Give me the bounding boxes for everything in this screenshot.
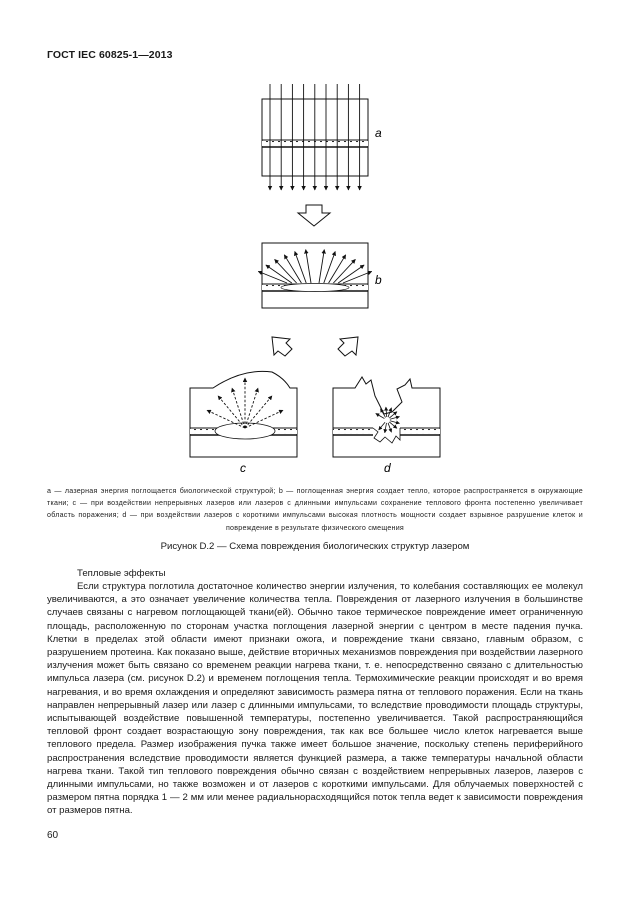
page-number: 60 xyxy=(47,830,59,841)
burst-arrow xyxy=(390,417,400,420)
burst-arrow xyxy=(386,407,387,417)
burst-arrow xyxy=(385,423,387,433)
label-b: b xyxy=(375,273,382,287)
figure-legend xyxy=(47,485,583,534)
transition-arrow-down xyxy=(298,205,330,226)
document-header: ГОСТ IEC 60825-1—2013 xyxy=(47,49,173,61)
heat-arrow xyxy=(295,251,306,283)
thermal-arrow xyxy=(245,396,272,428)
burst-arrow xyxy=(379,422,385,430)
tissue-layer-b xyxy=(262,284,368,292)
explosive-disruption-arrows xyxy=(376,407,400,433)
burst-arrow xyxy=(388,423,391,432)
burst-arrow xyxy=(381,409,386,418)
panel-c xyxy=(190,371,297,457)
tissue-layer-d xyxy=(333,428,440,443)
burst-arrow xyxy=(376,414,385,419)
label-a: a xyxy=(375,126,382,140)
thermal-arrow xyxy=(232,388,245,428)
tissue-layer-c xyxy=(190,423,297,439)
heat-spread-arrows xyxy=(258,250,372,283)
label-d: d xyxy=(384,461,391,475)
burst-arrow xyxy=(390,421,400,424)
legend-text: a — лазерная энергия поглощается биологической структурой; b — поглощенная энергия создает тепло, которое распространяется в окружающие ткани; c — при воздействии непрерывных лазеров или лазеров с длинными импульсами сохранение теплового фронта постепенно увеличивает область поражения; d — при воздействии лазеров с короткими импульсами высокая плотность мощности создает взрывное разрушение клеток и повреждение в результате физического смещения xyxy=(47,487,583,532)
incident-laser-arrows xyxy=(270,84,360,190)
thermal-front-arrows xyxy=(207,378,283,428)
label-c: c xyxy=(240,461,246,475)
heat-arrow xyxy=(306,250,311,283)
burst-arrow xyxy=(389,422,397,428)
panel-b xyxy=(258,243,372,308)
heat-arrow xyxy=(324,251,335,283)
figure-caption: Рисунок D.2 — Схема повреждения биологических структур лазером xyxy=(160,541,470,552)
panel-d xyxy=(333,377,440,457)
body-paragraph: Если структура поглотила достаточное количество энергии излучения, то колебания составляющих ее молекул увеличиваются, а это означает увеличение количества тепла. Повреждения от лазерного излучения в большинстве случаев связаны с нагревом поглощающей ткани(ей). Обычно такое термическое повреждение имеет ограниченную площадь, расположенную по сторонам участка поглощения лазерной энергии с центром в месте падения пучка. Клетки в пределах этой области имеют признаки ожога, и повреждение ткани связано, главным образом, с разрушением протеина. Как показано выше, действие вторичных механизмов повреждения при воздействии лазерного излучения может быть связано со временем реакции нагрева ткани, т. е. непосредственно связано с длительностью импульса лазера (см. рисунок D.2) и временем поглощения тепла. Термохимические реакции происходят и во время нагревания, и во время охлаждения и определяют зависимость размера пятна от теплового поражения. Если на ткань направлен непрерывный лазер или лазер с длинными импульсами, то вследствие проводимости площадь структуры, испытывающей воздействие повышенной температуры, постепенно увеличивается. Такой распространяющийся тепловой фронт создает возрастающую зону повреждения, так как все большее число клеток нагревается выше теплового предела. Размер изображения пучка также имеет большое значение, поскольку степень периферийного распространения вследствие проводимости является функцией размера, а также температуры начальной области нагрева ткани. Такой тип теплового повреждения обычно связан с воздействием непрерывных лазеров, лазеров с длинными импульсами, но также возможен и от лазеров с короткими импульсами. Для облучаемых поверхностей с размером пятна порядка 1 — 2 мм или менее радиальнорасходящийся поток тепла ведет к зависимости повреждения от размеров пятна. xyxy=(47,581,583,817)
heat-arrow xyxy=(319,250,324,283)
body-text xyxy=(47,580,583,818)
section-heading: Тепловые эффекты xyxy=(77,568,166,579)
transition-arrow-left xyxy=(272,337,292,356)
thermal-arrow xyxy=(218,396,245,428)
transition-arrow-right xyxy=(338,337,358,356)
thermal-arrow xyxy=(245,388,258,428)
panel-a xyxy=(262,84,368,190)
